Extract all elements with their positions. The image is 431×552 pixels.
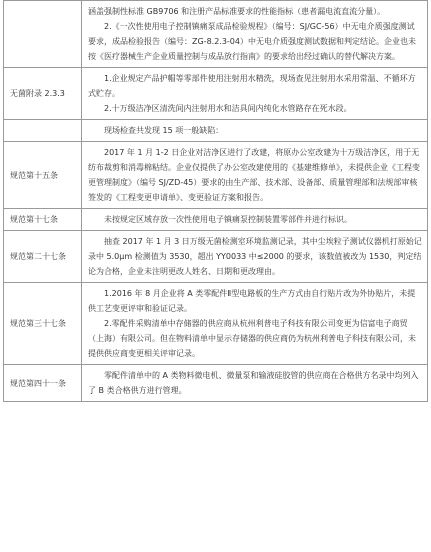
row-content bbox=[82, 283, 428, 365]
table-row bbox=[4, 68, 428, 120]
row-content bbox=[82, 209, 428, 231]
table-row bbox=[4, 283, 428, 365]
row-label: 规范第三十七条 bbox=[4, 283, 82, 365]
row-content bbox=[82, 68, 428, 120]
row-label: 规范第二十七条 bbox=[4, 231, 82, 283]
table-row bbox=[4, 231, 428, 283]
row-content bbox=[82, 142, 428, 209]
paragraph: 2.十万级洁净区清洗间内注射用水和洁具间内纯化水管路存在死水段。 bbox=[104, 104, 352, 113]
table-row bbox=[4, 209, 428, 231]
table-row bbox=[4, 1, 428, 68]
row-content bbox=[82, 231, 428, 283]
paragraph: 现场检查共发现 15 项一般缺陷： bbox=[104, 126, 224, 135]
row-label: 规范第四十一条 bbox=[4, 365, 82, 402]
table-row bbox=[4, 365, 428, 402]
paragraph: 抽查 2017 年 1 月 3 日万级无菌检测室环境监测记录，其中尘埃粒子测试仪器机打原始记录中 5.0μm 检测值为 3530，超出 YY0033 中≤2000 的要求，该数值被改为 1530，判定结论为合格，企业未注明更改人姓名、日期和更改理由。 bbox=[88, 237, 422, 276]
row-label: 规范第十七条 bbox=[4, 209, 82, 231]
paragraph: 零配件清单中的 A 类物料微电机、微量泵和输液硅胶管的供应商在合格供方名录中均列入了 B 类合格供方进行管理。 bbox=[88, 371, 419, 395]
paragraph: 1.企业规定产品护帽等零部件使用注射用水精洗，现场查见注射用水采用常温、不循环方式贮存。 bbox=[88, 74, 416, 98]
row-label: 规范第十五条 bbox=[4, 142, 82, 209]
paragraph: 涵盖强制性标准 GB9706 和注册产品标准要求的性能指标（患者漏电流直流分量）。 bbox=[88, 7, 386, 16]
paragraph: 1.2016 年 8 月企业将 A 类零配件Ⅱ型电路板的生产方式由自行贴片改为外协贴片，未提供工艺变更评审和验证记录。 bbox=[88, 289, 416, 313]
table-row bbox=[4, 142, 428, 209]
paragraph: 2.零配件采购清单中存储器的供应商从杭州利普电子科技有限公司变更为信富电子商贸（上海）有限公司。但在物料清单中显示存储器的供应商仍为杭州利普电子科技有限公司，未提供供应商变更相关评审记录。 bbox=[88, 319, 416, 358]
row-label bbox=[4, 1, 82, 68]
paragraph: 2.《一次性使用电子控制镇痛泵成品检验规程》（编号：SJ/GC-56）中无电介质强度测试要求，成品检验报告（编号：ZG-8.2.3-04）中无电介质强度测试数据和判定结论。企业也未按《医疗器械生产企业质量控制与成品放行指南》的要求给出经过确认的替代解决方案。 bbox=[88, 22, 416, 61]
row-content bbox=[82, 120, 428, 142]
row-content bbox=[82, 365, 428, 402]
paragraph: 未按规定区域存放一次性使用电子镇痛泵控制装置零部件并进行标识。 bbox=[104, 215, 352, 224]
paragraph: 2017 年 1 月 1-2 日企业对洁净区进行了改建，将原办公室改建为十万级洁净区，用于无纺布裁剪和消毒棉粘结。企业仅提供了办公室改建使用的《基建维修单》，未提供企业《工程变更管理制度》（编号 SJ/ZD-45）要求的由生产部、技术部、设备部、质量管理部和法规部审核签发的《工程变更申请单》、变更验证方案和报告。 bbox=[88, 148, 420, 202]
table-row bbox=[4, 120, 428, 142]
row-label: 无菌附录 2.3.3 bbox=[4, 68, 82, 120]
row-content bbox=[82, 1, 428, 68]
row-label bbox=[4, 120, 82, 142]
deficiency-table bbox=[3, 0, 428, 402]
